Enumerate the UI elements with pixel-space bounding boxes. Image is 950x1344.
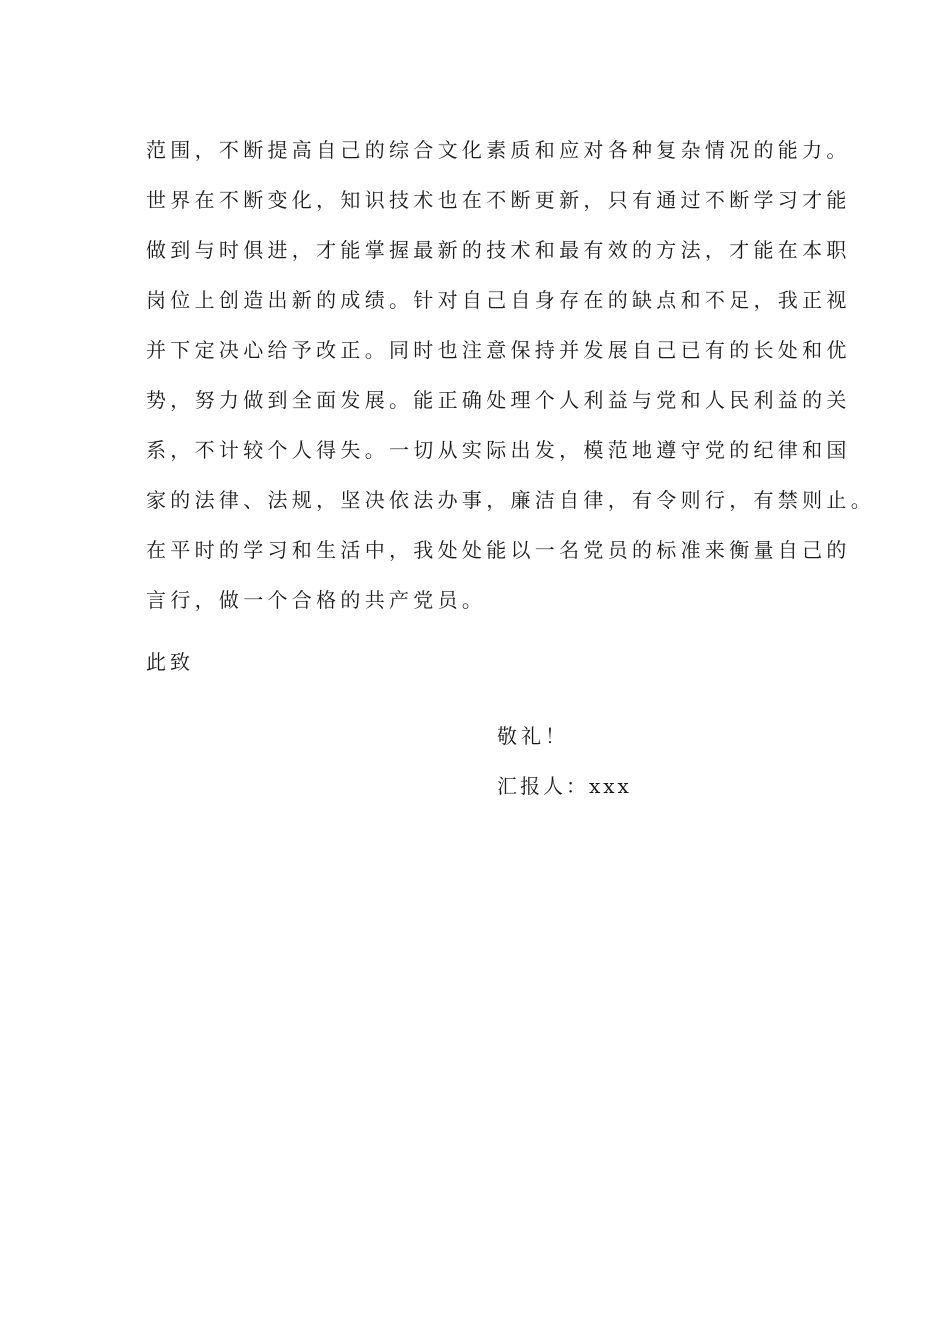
body-line: 范围，不断提高自己的综合文化素质和应对各种复杂情况的能力。: [146, 138, 851, 162]
body-line: 势，努力做到全面发展。能正确处理个人利益与党和人民利益的关: [146, 388, 851, 412]
body-line: 世界在不断变化，知识技术也在不断更新，只有通过不断学习才能: [146, 188, 851, 212]
closing-greeting: 敬礼！: [497, 724, 569, 748]
salutation: 此致: [146, 650, 194, 674]
body-line: 做到与时俱进，才能掌握最新的技术和最有效的方法，才能在本职: [146, 238, 851, 262]
body-line: 并下定决心给予改正。同时也注意保持并发展自己已有的长处和优: [146, 338, 851, 362]
body-line: 岗位上创造出新的成绩。针对自己自身存在的缺点和不足，我正视: [146, 288, 851, 312]
body-line: 系，不计较个人得失。一切从实际出发，模范地遵守党的纪律和国: [146, 438, 851, 462]
body-line: 家的法律、法规，坚决依法办事，廉洁自律，有令则行，有禁则止。: [146, 488, 875, 512]
signature: 汇报人：xxx: [497, 774, 632, 798]
body-line: 在平时的学习和生活中，我处处能以一名党员的标准来衡量自己的: [146, 538, 851, 562]
body-line: 言行，做一个合格的共产党员。: [146, 588, 487, 612]
